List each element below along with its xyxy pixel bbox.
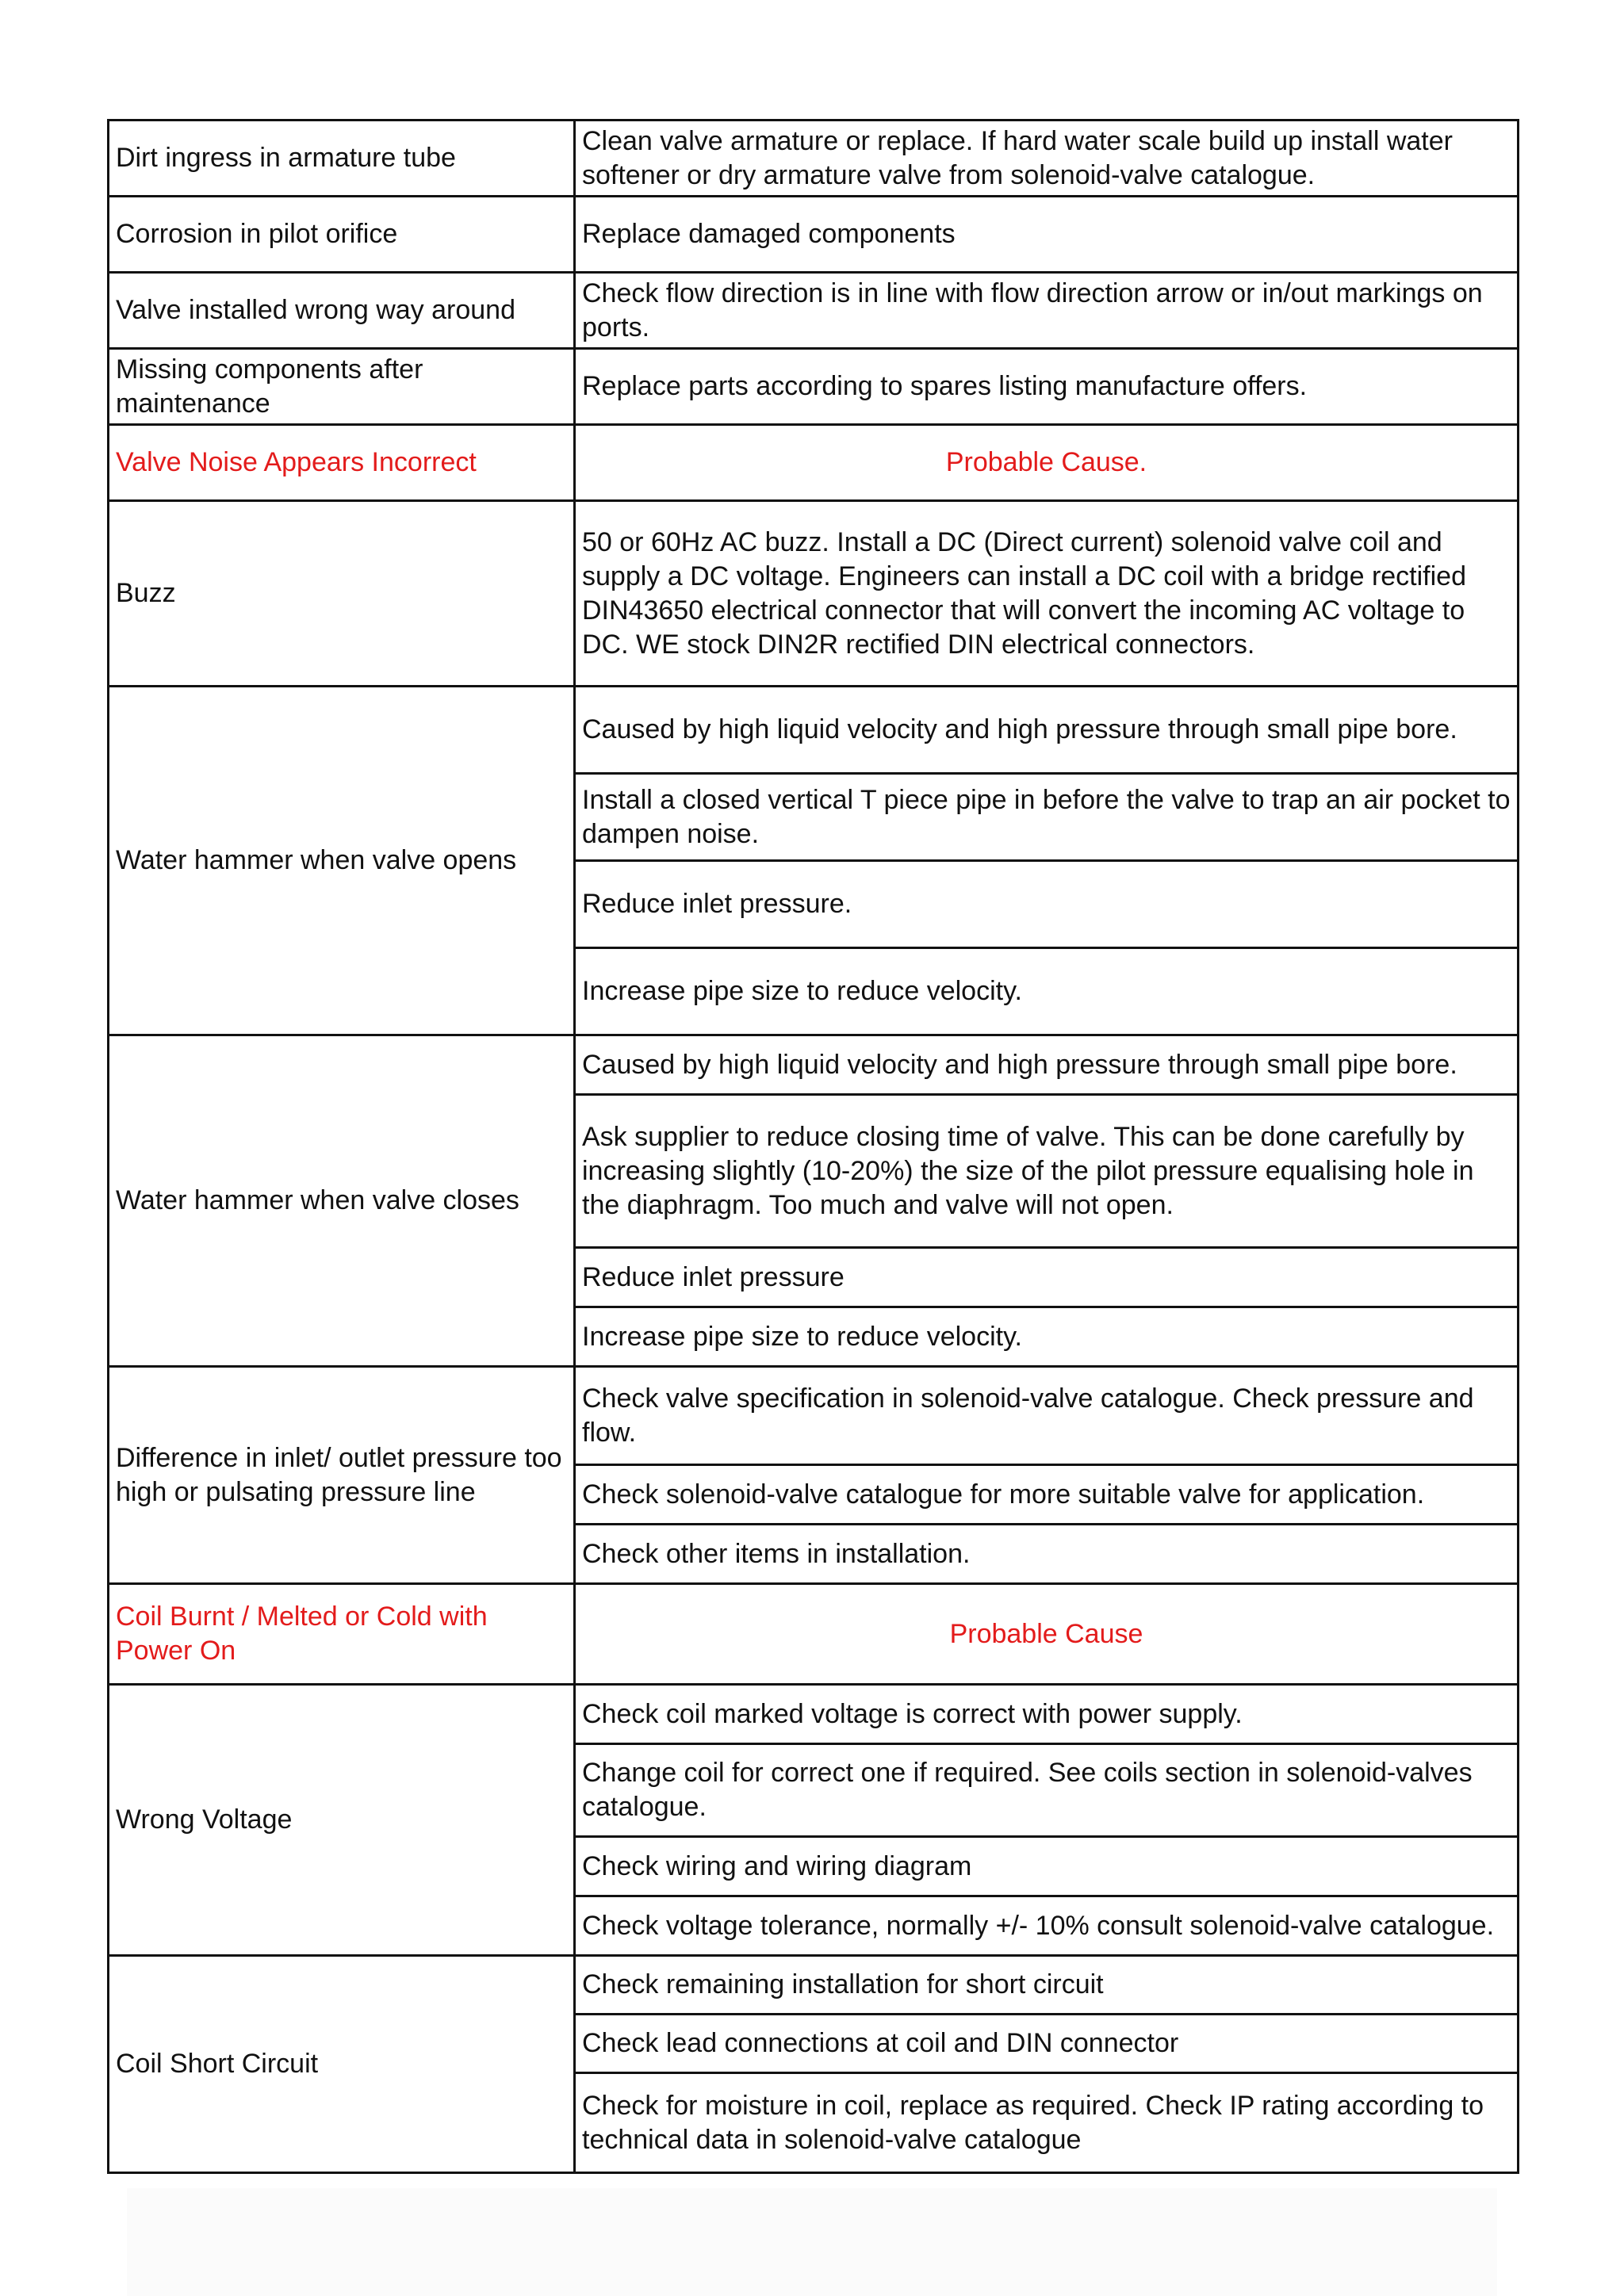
remedy-cell: Check coil marked voltage is correct with power supply.: [575, 1685, 1519, 1744]
table-row: [109, 687, 1519, 774]
remedy-cell: Replace damaged components: [575, 197, 1519, 273]
remedy-cell: Check flow direction is in line with flow direction arrow or in/out markings on ports.: [575, 273, 1519, 349]
remedy-cell: Ask supplier to reduce closing time of valve. This can be done carefully by increasing slightly (10-20%) the size of the pilot pressure equalising hole in the diaphragm. Too much and valve will not open.: [575, 1095, 1519, 1248]
cause-cell: Missing components after maintenance: [109, 349, 575, 425]
cause-cell: Corrosion in pilot orifice: [109, 197, 575, 273]
troubleshooting-table: [107, 119, 1519, 2174]
table-row: [109, 1035, 1519, 1095]
section-header-row: [109, 425, 1519, 501]
section-header-noise: Valve Noise Appears Incorrect: [109, 425, 575, 501]
remedy-cell: Change coil for correct one if required. See coils section in solenoid-valves catalogue.: [575, 1744, 1519, 1837]
remedy-cell: Check wiring and wiring diagram: [575, 1837, 1519, 1896]
remedy-cell: Check lead connections at coil and DIN connector: [575, 2015, 1519, 2073]
remedy-cell: Replace parts according to spares listing manufacture offers.: [575, 349, 1519, 425]
remedy-cell: Caused by high liquid velocity and high pressure through small pipe bore.: [575, 687, 1519, 774]
table-row: [109, 121, 1519, 197]
table-row: [109, 1367, 1519, 1465]
remedy-cell: Check for moisture in coil, replace as required. Check IP rating according to technical data in solenoid-valve catalogue: [575, 2073, 1519, 2173]
remedy-cell: Clean valve armature or replace. If hard water scale build up install water softener or dry armature valve from solenoid-valve catalogue.: [575, 121, 1519, 197]
cause-cell: Water hammer when valve opens: [109, 687, 575, 1035]
remedy-cell: Reduce inlet pressure.: [575, 861, 1519, 948]
remedy-cell: Check solenoid-valve catalogue for more suitable valve for application.: [575, 1465, 1519, 1525]
section-header-row: [109, 1584, 1519, 1685]
remedy-cell: Increase pipe size to reduce velocity.: [575, 948, 1519, 1035]
remedy-cell: 50 or 60Hz AC buzz. Install a DC (Direct current) solenoid valve coil and supply a DC voltage. Engineers can install a DC coil with a bridge rectified DIN43650 electrical connector that will convert the incoming AC voltage to DC. WE stock DIN2R rectified DIN electrical connectors.: [575, 501, 1519, 687]
remedy-cell: Reduce inlet pressure: [575, 1248, 1519, 1307]
remedy-cell: Increase pipe size to reduce velocity.: [575, 1307, 1519, 1367]
probable-cause-header: Probable Cause: [575, 1584, 1519, 1685]
cause-cell: Wrong Voltage: [109, 1685, 575, 1956]
remedy-cell: Check voltage tolerance, normally +/- 10% consult solenoid-valve catalogue.: [575, 1896, 1519, 1956]
remedy-cell: Caused by high liquid velocity and high pressure through small pipe bore.: [575, 1035, 1519, 1095]
probable-cause-header: Probable Cause.: [575, 425, 1519, 501]
remedy-cell: Check valve specification in solenoid-valve catalogue. Check pressure and flow.: [575, 1367, 1519, 1465]
cause-cell: Coil Short Circuit: [109, 1956, 575, 2173]
section-header-coil: Coil Burnt / Melted or Cold with Power On: [109, 1584, 575, 1685]
cause-cell: Difference in inlet/ outlet pressure too high or pulsating pressure line: [109, 1367, 575, 1584]
cause-cell: Dirt ingress in armature tube: [109, 121, 575, 197]
remedy-cell: Install a closed vertical T piece pipe in before the valve to trap an air pocket to dampen noise.: [575, 774, 1519, 861]
remedy-cell: Check remaining installation for short circuit: [575, 1956, 1519, 2015]
table-row: [109, 1685, 1519, 1744]
table-row: [109, 197, 1519, 273]
cause-cell: Buzz: [109, 501, 575, 687]
cause-cell: Water hammer when valve closes: [109, 1035, 575, 1367]
table-row: [109, 349, 1519, 425]
page-footer-band: [127, 2188, 1497, 2296]
table-row: [109, 273, 1519, 349]
table-row: [109, 1956, 1519, 2015]
remedy-cell: Check other items in installation.: [575, 1525, 1519, 1584]
cause-cell: Valve installed wrong way around: [109, 273, 575, 349]
table-row: [109, 501, 1519, 687]
